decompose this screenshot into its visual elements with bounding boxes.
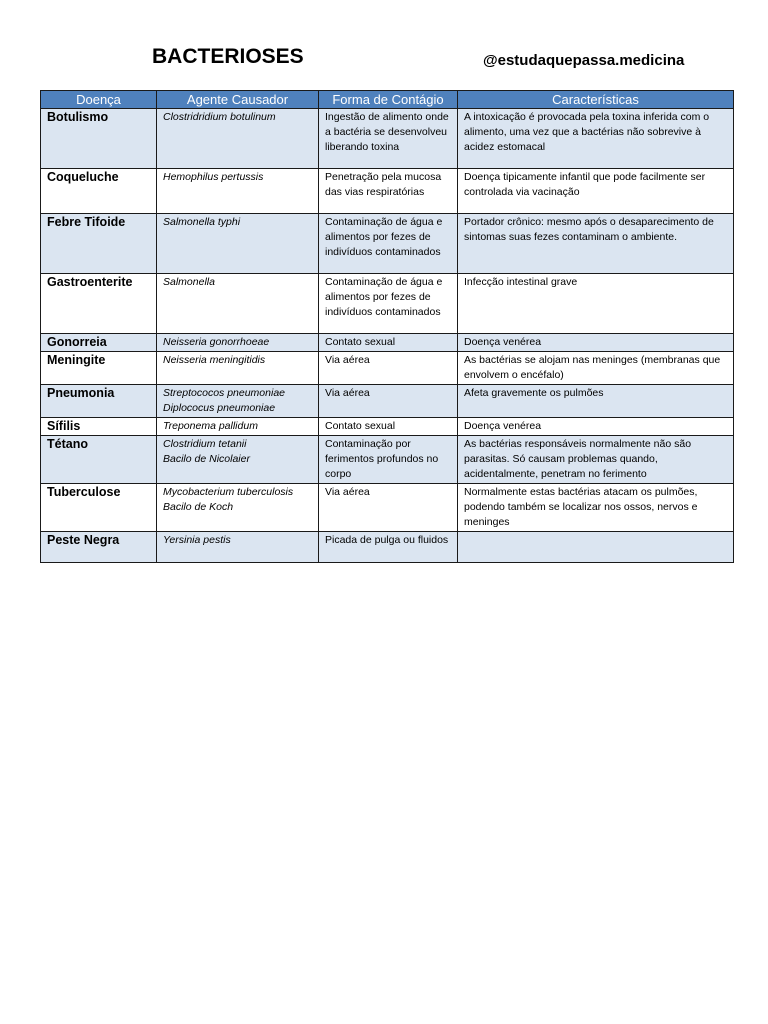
agent-name: Neisseria gonorrhoeae: [163, 336, 270, 348]
disease-cell: Febre Tifoide: [41, 214, 157, 274]
table-row: [41, 436, 734, 484]
column-header-contagion: Forma de Contágio: [319, 91, 458, 109]
agent-cell: [157, 334, 319, 352]
contagion-cell: Via aérea: [319, 385, 458, 418]
disease-cell: Tuberculose: [41, 484, 157, 532]
characteristics-cell: Afeta gravemente os pulmões: [458, 385, 734, 418]
agent-name: Diplococus pneumoniae: [163, 402, 276, 414]
agent-cell: [157, 274, 319, 334]
table-header-row: [41, 91, 734, 109]
column-header-disease: Doença: [41, 91, 157, 109]
characteristics-cell: A intoxicação é provocada pela toxina inferida com o alimento, uma vez que a bactérias não sobrevive à acidez estomacal: [458, 109, 734, 169]
table-row: [41, 334, 734, 352]
agent-name: Bacilo de Koch: [163, 501, 234, 513]
agent-name: Bacilo de Nicolaier: [163, 453, 250, 465]
agent-cell: [157, 436, 319, 484]
table-row: [41, 385, 734, 418]
agent-cell: [157, 385, 319, 418]
agent-cell: [157, 352, 319, 385]
table-row: [41, 532, 734, 563]
agent-cell: [157, 214, 319, 274]
table-row: [41, 418, 734, 436]
agent-name: Neisseria meningitidis: [163, 354, 266, 366]
agent-name: Salmonella typhi: [163, 216, 241, 228]
agent-name: Yersinia pestis: [163, 534, 231, 546]
characteristics-cell: Normalmente estas bactérias atacam os pulmões, podendo também se localizar nos ossos, nervos e meninges: [458, 484, 734, 532]
disease-cell: Botulismo: [41, 109, 157, 169]
column-header-characteristics: Características: [458, 91, 734, 109]
agent-name: Hemophilus pertussis: [163, 171, 264, 183]
agent-cell: [157, 169, 319, 214]
bacterioses-table: [40, 90, 734, 563]
characteristics-cell: Doença tipicamente infantil que pode facilmente ser controlada via vacinação: [458, 169, 734, 214]
table-row: [41, 109, 734, 169]
disease-cell: Gonorreia: [41, 334, 157, 352]
characteristics-cell: As bactérias responsáveis normalmente não são parasitas. Só causam problemas quando, acidentalmente, penetram no ferimento: [458, 436, 734, 484]
agent-name: Treponema pallidum: [163, 420, 258, 432]
agent-cell: [157, 484, 319, 532]
table-row: [41, 352, 734, 385]
contagion-cell: Via aérea: [319, 484, 458, 532]
disease-cell: Peste Negra: [41, 532, 157, 563]
agent-name: Mycobacterium tuberculosis: [163, 486, 294, 498]
table-row: [41, 274, 734, 334]
column-header-agent: Agente Causador: [157, 91, 319, 109]
page-title: BACTERIOSES: [152, 45, 304, 68]
table-row: [41, 214, 734, 274]
characteristics-cell: As bactérias se alojam nas meninges (membranas que envolvem o encéfalo): [458, 352, 734, 385]
agent-cell: [157, 532, 319, 563]
contagion-cell: Via aérea: [319, 352, 458, 385]
disease-cell: Sífilis: [41, 418, 157, 436]
contagion-cell: Picada de pulga ou fluidos: [319, 532, 458, 563]
author-handle: @estudaquepassa.medicina: [483, 52, 685, 69]
agent-cell: [157, 109, 319, 169]
disease-cell: Tétano: [41, 436, 157, 484]
agent-name: Clostridridium botulinum: [163, 111, 276, 123]
disease-cell: Meningite: [41, 352, 157, 385]
contagion-cell: Penetração pela mucosa das vias respiratórias: [319, 169, 458, 214]
contagion-cell: Contaminação de água e alimentos por fezes de indivíduos contaminados: [319, 214, 458, 274]
contagion-cell: Contaminação de água e alimentos por fezes de indivíduos contaminados: [319, 274, 458, 334]
table-body: [41, 109, 734, 563]
table-row: [41, 484, 734, 532]
agent-cell: [157, 418, 319, 436]
characteristics-cell: Infecção intestinal grave: [458, 274, 734, 334]
contagion-cell: Contato sexual: [319, 334, 458, 352]
characteristics-cell: Doença venérea: [458, 418, 734, 436]
contagion-cell: Contaminação por ferimentos profundos no corpo: [319, 436, 458, 484]
agent-name: Clostridium tetanii: [163, 438, 247, 450]
agent-name: Streptococos pneumoniae: [163, 387, 285, 399]
disease-cell: Coqueluche: [41, 169, 157, 214]
contagion-cell: Contato sexual: [319, 418, 458, 436]
agent-name: Salmonella: [163, 276, 215, 288]
disease-cell: Gastroenterite: [41, 274, 157, 334]
disease-cell: Pneumonia: [41, 385, 157, 418]
table-row: [41, 169, 734, 214]
contagion-cell: Ingestão de alimento onde a bactéria se desenvolveu liberando toxina: [319, 109, 458, 169]
characteristics-cell: [458, 532, 734, 563]
characteristics-cell: Doença venérea: [458, 334, 734, 352]
characteristics-cell: Portador crônico: mesmo após o desaparecimento de sintomas suas fezes contaminam o ambiente.: [458, 214, 734, 274]
